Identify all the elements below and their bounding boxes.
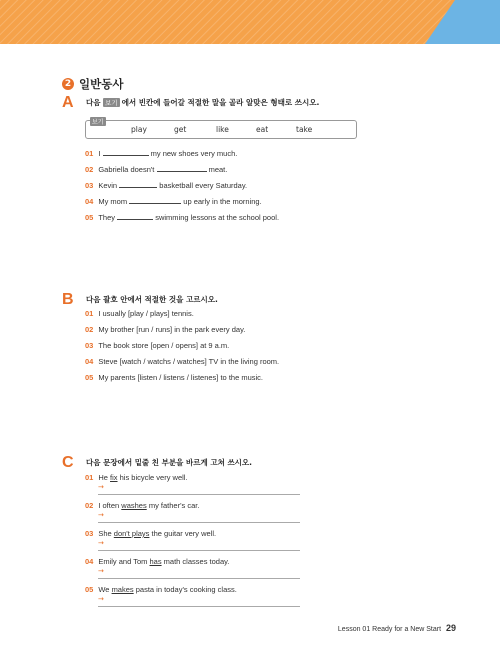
page-footer: [338, 623, 456, 633]
arrow-icon: →: [98, 483, 104, 491]
underlined-error: makes: [111, 585, 134, 594]
underlined-error: don't plays: [113, 529, 150, 538]
underlined-error: fix: [110, 473, 118, 482]
part-b-item[interactable]: 03 The book store [open / opens] at 9 a.m.: [85, 341, 230, 350]
part-a-item: 05 They swimming lessons at the school pool.: [85, 213, 280, 222]
example-tag: 보기: [105, 99, 118, 107]
part-b-item[interactable]: 05 My parents [listen / listens / listenes] to the music.: [85, 373, 263, 382]
word-bank-box: [85, 120, 357, 139]
part-a-instruction: 다음 보기 에서 빈칸에 들어갈 적절한 말을 골라 알맞은 형태로 쓰시오.: [86, 98, 320, 107]
answer-blank[interactable]: [129, 195, 181, 204]
answer-line[interactable]: [98, 541, 300, 551]
part-b-instruction: 다음 괄호 안에서 적절한 것을 고르시오.: [86, 295, 218, 304]
underlined-error: has: [149, 557, 162, 566]
word-bank-word: take: [296, 125, 313, 134]
part-c-item: 04 Emily and Tom has math classes today.: [85, 557, 230, 566]
answer-line[interactable]: [98, 485, 300, 495]
answer-blank[interactable]: [117, 211, 153, 220]
part-c-item: 03 She don't plays the guitar very well.: [85, 529, 217, 538]
part-a-letter: A: [62, 94, 74, 111]
part-a-item: 01 I my new shoes very much.: [85, 149, 238, 158]
answer-line[interactable]: [98, 597, 300, 607]
section-header: [62, 76, 123, 92]
underlined-error: washes: [121, 501, 147, 510]
page-number: 29: [445, 623, 456, 633]
section-number: 2: [62, 78, 74, 90]
top-banner: [0, 0, 500, 44]
part-b-letter: B: [62, 291, 74, 308]
part-c-letter: C: [62, 454, 74, 471]
arrow-icon: →: [98, 595, 104, 603]
word-bank-word: eat: [256, 125, 269, 134]
part-c-item: 05 We makes pasta in today's cooking class.: [85, 585, 237, 594]
word-bank-word: play: [131, 125, 147, 134]
part-b-item[interactable]: 04 Steve [watch / watchs / watches] TV in the living room.: [85, 357, 280, 366]
part-a-item: 02 Gabriella doesn't meat.: [85, 165, 228, 174]
part-c-item: 02 I often washes my father's car.: [85, 501, 200, 510]
arrow-icon: →: [98, 539, 104, 547]
answer-line[interactable]: [98, 513, 300, 523]
arrow-icon: →: [98, 567, 104, 575]
answer-blank[interactable]: [119, 179, 157, 188]
word-bank-word: like: [216, 125, 229, 134]
arrow-icon: →: [98, 511, 104, 519]
part-c-item: 01 He fix his bicycle very well.: [85, 473, 188, 482]
part-a-item: 03 Kevin basketball every Saturday.: [85, 181, 248, 190]
section-title: 일반동사: [79, 77, 124, 91]
lesson-title: Lesson 01 Ready for a New Start: [337, 626, 442, 633]
word-bank-word: get: [174, 125, 187, 134]
part-a-item: 04 My mom up early in the morning.: [85, 197, 262, 206]
word-bank-tag: 보기: [92, 119, 104, 126]
answer-blank[interactable]: [103, 147, 149, 156]
part-b-item[interactable]: 01 I usually [play / plays] tennis.: [85, 309, 194, 318]
part-c-instruction: 다음 문장에서 밑줄 친 부분을 바르게 고쳐 쓰시오.: [86, 458, 253, 467]
part-b-item[interactable]: 02 My brother [run / runs] in the park every day.: [85, 325, 246, 334]
answer-line[interactable]: [98, 569, 300, 579]
answer-blank[interactable]: [157, 163, 207, 172]
